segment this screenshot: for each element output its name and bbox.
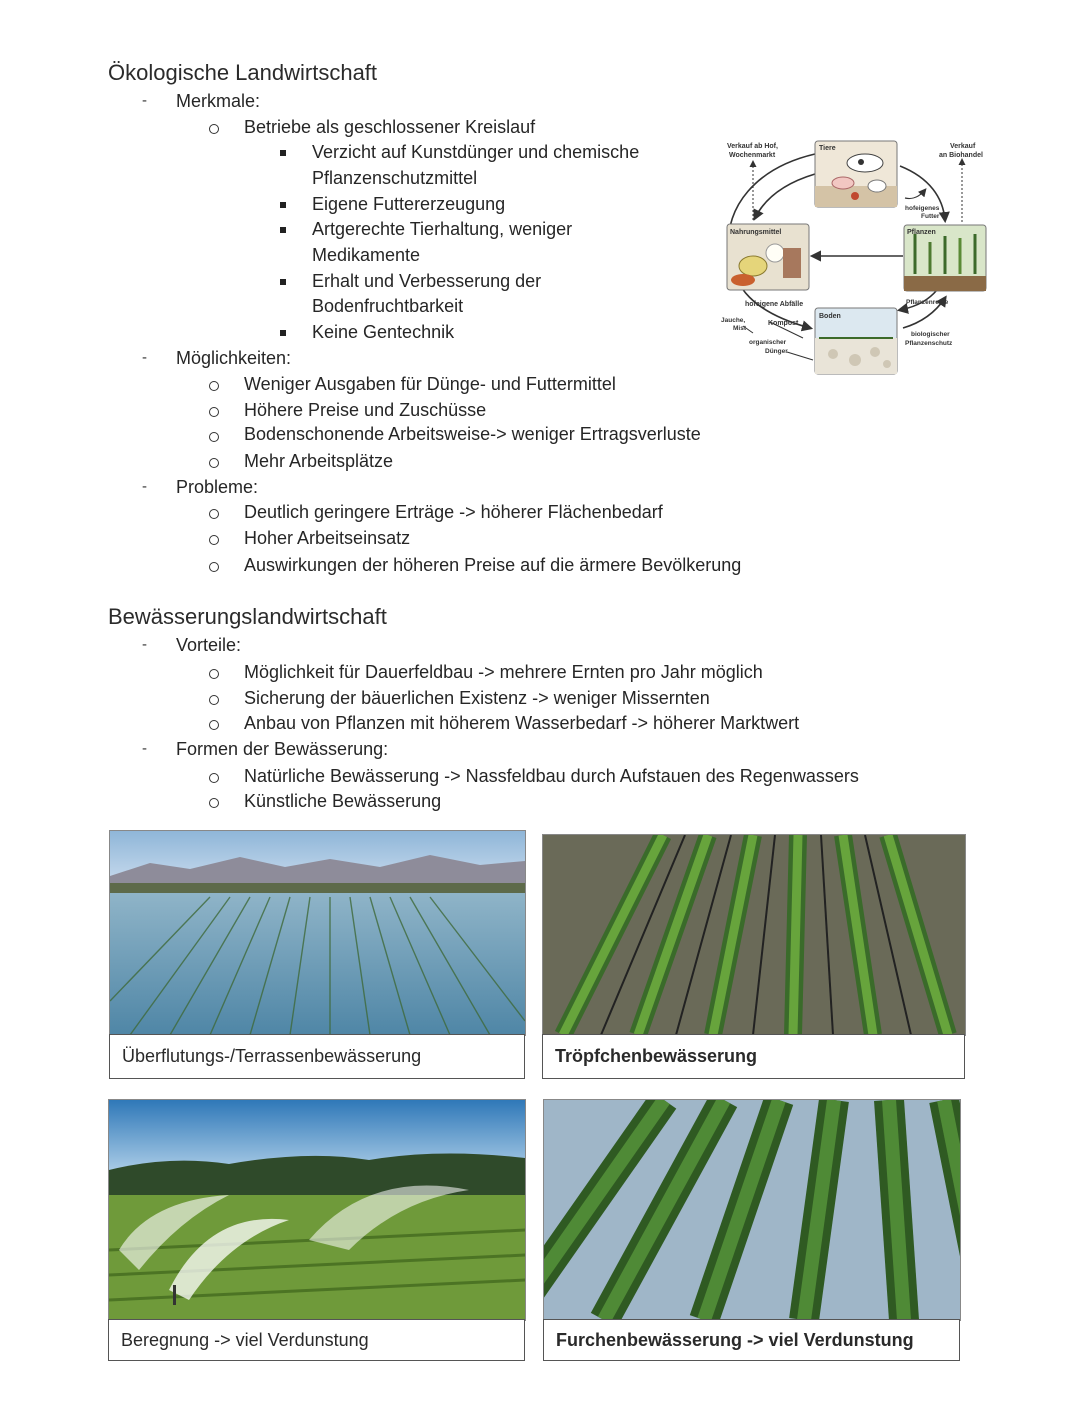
square-bullet xyxy=(280,150,286,156)
section-title-bewaesserung: Bewässerungslandwirtschaft xyxy=(108,604,387,629)
circle-bullet xyxy=(209,381,219,391)
circle-bullet xyxy=(209,720,219,730)
vorteile-label: Vorteile: xyxy=(176,635,242,655)
diagram-label: Futter xyxy=(921,213,940,220)
moeglichkeiten-label: Möglichkeiten: xyxy=(176,348,292,368)
diagram-label: Boden xyxy=(819,313,841,320)
moeglichkeiten-item: Weniger Ausgaben für Dünge- und Futtermittel xyxy=(244,374,616,394)
circle-bullet xyxy=(209,535,219,545)
circle-bullet xyxy=(209,773,219,783)
caption-drip: Tröpfchenbewässerung xyxy=(542,1034,965,1079)
vorteile-item: Anbau von Pflanzen mit höherem Wasserbedarf -> höherer Marktwert xyxy=(244,713,800,733)
dash-bullet: - xyxy=(142,478,147,495)
diagram-label: Dünger xyxy=(765,348,788,355)
moeglichkeiten-item: Höhere Preise und Zuschüsse xyxy=(244,400,487,420)
sprinkler-irrigation-photo xyxy=(108,1099,526,1321)
diagram-label: Mist xyxy=(733,325,746,332)
diagram-label: Nahrungsmittel xyxy=(730,229,782,236)
dash-bullet: - xyxy=(142,636,147,653)
circle-bullet xyxy=(209,432,219,442)
dash-bullet: - xyxy=(142,92,147,109)
merkmale-item-cont: Bodenfruchtbarkeit xyxy=(312,296,464,316)
vorteile-item: Möglichkeit für Dauerfeldbau -> mehrere Ernten pro Jahr möglich xyxy=(244,662,763,682)
square-bullet xyxy=(280,330,286,336)
circle-bullet xyxy=(209,407,219,417)
circle-bullet xyxy=(209,124,219,134)
diagram-label: Wochenmarkt xyxy=(729,152,776,159)
merkmale-item: Eigene Futtererzeugung xyxy=(312,194,506,214)
merkmale-sub: Betriebe als geschlossener Kreislauf xyxy=(244,117,536,137)
caption-furrow: Furchenbewässerung -> viel Verdunstung xyxy=(543,1319,960,1361)
merkmale-item: Erhalt und Verbesserung der xyxy=(312,271,542,291)
farm-cycle-diagram xyxy=(715,138,990,378)
moeglichkeiten-item: Bodenschonende Arbeitsweise-> weniger Ertragsverluste xyxy=(244,424,701,444)
furrow-irrigation-photo xyxy=(543,1099,961,1321)
square-bullet xyxy=(280,279,286,285)
diagram-label: hofeigenes xyxy=(905,205,940,212)
probleme-item: Auswirkungen der höheren Preise auf die ärmere Bevölkerung xyxy=(244,555,742,575)
merkmale-item-cont: Medikamente xyxy=(312,245,421,265)
probleme-item: Hoher Arbeitseinsatz xyxy=(244,528,411,548)
diagram-label: an Biohandel xyxy=(939,152,983,159)
circle-bullet xyxy=(209,695,219,705)
diagram-label: Tiere xyxy=(819,145,836,152)
dash-bullet: - xyxy=(142,740,147,757)
diagram-label: Pflanzenreste xyxy=(906,299,949,306)
merkmale-label: Merkmale: xyxy=(176,91,261,111)
square-bullet xyxy=(280,227,286,233)
diagram-label: Kompost xyxy=(768,320,799,327)
diagram-label: hofeigene Abfälle xyxy=(745,301,804,308)
circle-bullet xyxy=(209,509,219,519)
vorteile-item: Sicherung der bäuerlichen Existenz -> weniger Missernten xyxy=(244,688,710,708)
merkmale-item: Verzicht auf Kunstdünger und chemische xyxy=(312,142,640,162)
formen-label: Formen der Bewässerung: xyxy=(176,739,389,759)
formen-item: Künstliche Bewässerung xyxy=(244,791,442,811)
probleme-item: Deutlich geringere Erträge -> höherer Flächenbedarf xyxy=(244,502,663,522)
circle-bullet xyxy=(209,798,219,808)
merkmale-item-cont: Pflanzenschutzmittel xyxy=(312,168,478,188)
square-bullet xyxy=(280,202,286,208)
dash-bullet: - xyxy=(142,349,147,366)
diagram-label: Pflanzenschutz xyxy=(905,340,953,347)
circle-bullet xyxy=(209,669,219,679)
formen-item: Natürliche Bewässerung -> Nassfeldbau durch Aufstauen des Regenwassers xyxy=(244,766,859,786)
drip-irrigation-photo xyxy=(542,834,966,1036)
probleme-label: Probleme: xyxy=(176,477,259,497)
section-title-oekologisch: Ökologische Landwirtschaft xyxy=(108,60,378,85)
circle-bullet xyxy=(209,562,219,572)
moeglichkeiten-item: Mehr Arbeitsplätze xyxy=(244,451,394,471)
diagram-label: Verkauf ab Hof, xyxy=(727,143,778,150)
merkmale-item: Keine Gentechnik xyxy=(312,322,455,342)
diagram-label: Pflanzen xyxy=(907,229,936,236)
diagram-label: Jauche, xyxy=(721,317,746,324)
caption-sprinkler: Beregnung -> viel Verdunstung xyxy=(108,1319,525,1361)
flood-irrigation-photo xyxy=(109,830,526,1036)
diagram-label: biologischer xyxy=(911,331,950,338)
merkmale-item: Artgerechte Tierhaltung, weniger xyxy=(312,219,573,239)
caption-flood: Überflutungs-/Terrassenbewässerung xyxy=(109,1034,525,1079)
diagram-label: organischer xyxy=(749,339,787,346)
circle-bullet xyxy=(209,458,219,468)
diagram-label: Verkauf xyxy=(950,143,976,150)
